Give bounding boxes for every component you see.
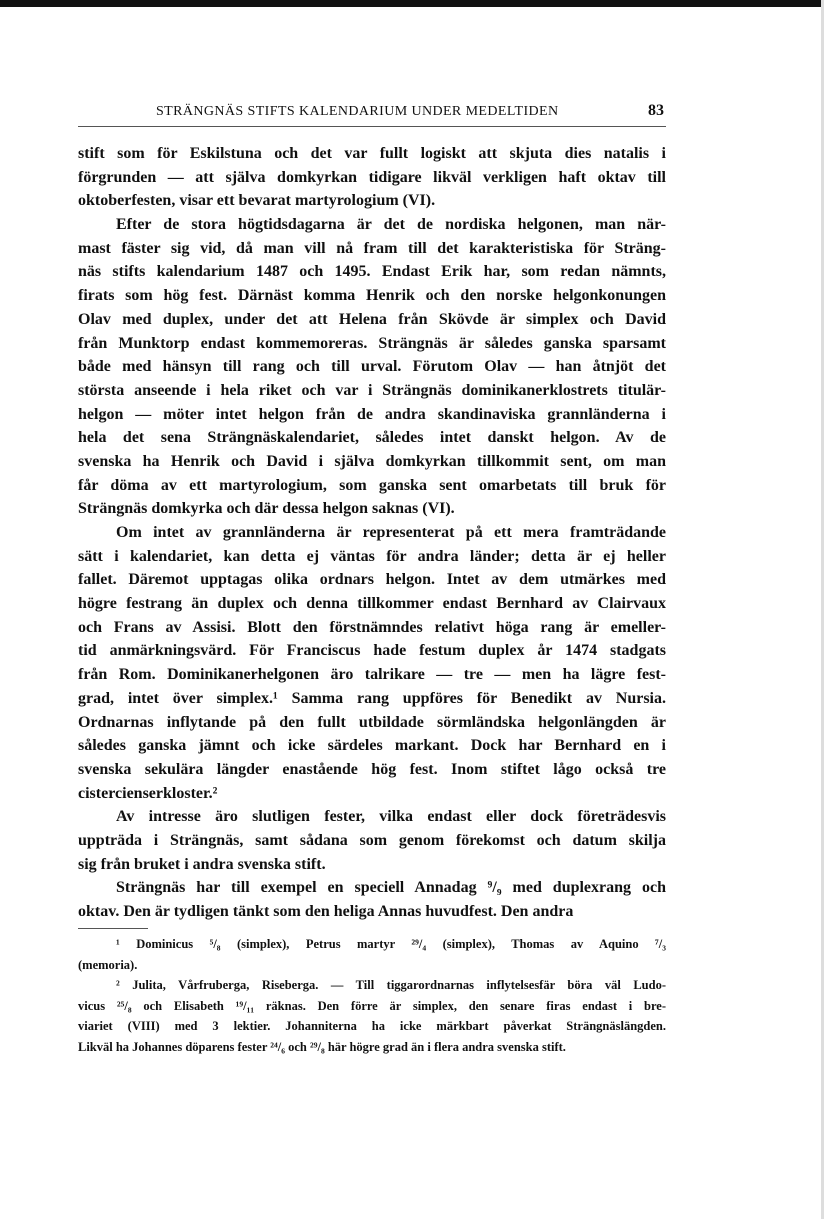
text-line: oktoberfesten, visar ett bevarat martyrologium (VI). (78, 192, 436, 210)
footnote-line: (memoria). (78, 957, 138, 972)
footnote-line: Likväl ha Johannes döparens fester ²⁴/₆ och ²⁹/₈ här högre grad än i flera andra svenska stift. (78, 1039, 566, 1054)
footnote-line: ¹ Dominicus ⁵/₈ (simplex), Petrus martyr ²⁹/₄ (simplex), Thomas av Aquino ⁷/₃ (116, 937, 666, 951)
text-line: Efter de stora högtidsdagarna är det de nordiska helgonen, man när- (116, 216, 666, 234)
text-line: svenska sekulära längder enastående hög fest. Inom stiftet lågo också tre (78, 760, 666, 778)
scan-top-edge (0, 0, 824, 7)
text-line: uppträda i Strängnäs, samt sådana som genom förekomst och datum skilja (78, 831, 666, 849)
text-line: fallet. Däremot upptagas olika ordnars helgon. Intet av dem utmärkes med (78, 571, 666, 589)
text-line: således ganska jämnt och icke särdeles markant. Dock har Bernhard en i (78, 737, 666, 755)
running-header (78, 102, 666, 127)
text-line: Om intet av grannländerna är representerat på ett mera framträdande (116, 524, 666, 541)
text-line: högre festrang än duplex och denna tillkommer endast Bernhard av Clairvaux (78, 595, 666, 613)
footnotes (78, 934, 666, 1057)
body-text (78, 142, 666, 924)
text-line: helgon — möter intet helgon från de andra skandinaviska grannländerna i (78, 405, 666, 423)
text-line: Olav med duplex, under det att Helena från Skövde är simplex och David (78, 310, 666, 328)
text-line: sätt i kalendariet, kan detta ej väntas för andra länder; detta är ej heller (78, 547, 666, 565)
text-line: hela det sena Strängnäskalendariet, således intet danskt helgon. Av de (78, 429, 666, 447)
text-line: grad, intet över simplex.¹ Samma rang uppföres för Benedikt av Nursia. (78, 689, 666, 707)
text-line: både med hänsyn till rang och till urval. Förutom Olav — han åtnjöt det (78, 358, 666, 376)
text-line: förgrunden — att själva domkyrkan tidigare likväl verkligen haft oktav till (78, 168, 666, 186)
text-line: får döma av ett martyrologium, som ganska sent omarbetats till bruk för (78, 476, 666, 494)
footnote-line: vicus ²⁵/₈ och Elisabeth ¹⁹/₁₁ räknas. Den förre är simplex, den senare firas endast i bre- (78, 998, 666, 1013)
page-number: 83 (648, 102, 664, 119)
footnote-line: viariet (VIII) med 3 lektier. Johanniterna ha icke märkbart påverkat Strängnäslängden. (78, 1019, 666, 1033)
text-line: och Frans av Assisi. Blott den förstnämndes relativt höga rang är emeller- (78, 618, 666, 636)
running-title: STRÄNGNÄS STIFTS KALENDARIUM UNDER MEDELTIDEN (156, 104, 559, 119)
text-line: Ordnarnas inflytande på den fullt utbildade sörmländska helgonlängden är (78, 713, 666, 731)
text-line: stift som för Eskilstuna och det var fullt logiskt att skjuta dies natalis i (78, 145, 666, 162)
footnote-rule (78, 928, 148, 929)
footnote-line: ² Julita, Vårfruberga, Riseberga. — Till tiggarordnarnas inflytelsesfär böra väl Ludo- (116, 978, 666, 992)
text-line: mast fäster sig vid, då man vill nå fram till det karakteristiska för Sträng- (78, 239, 666, 257)
text-line: Av intresse äro slutligen fester, vilka endast eller dock företrädesvis (116, 808, 666, 826)
text-line: Strängnäs har till exempel en speciell Annadag ⁹/₉ med duplexrang och (116, 879, 666, 897)
text-line: sig från bruket i andra svenska stift. (78, 855, 326, 873)
text-line: tid anmärkningsvärd. För Franciscus hade festum duplex år 1474 stadgats (78, 642, 666, 660)
text-line: största anseende i hela riket och var i Strängnäs dominikanerklostrets titulär- (78, 381, 666, 399)
text-line: från Rom. Dominikanerhelgonen äro talrikare — tre — men ha lägre fest- (78, 666, 666, 684)
text-line: svenska ha Henrik och David i själva domkyrkan tillkommit sent, om man (78, 452, 666, 470)
text-line: Strängnäs domkyrka och där dessa helgon saknas (VI). (78, 500, 455, 518)
text-line: näs stifts kalendarium 1487 och 1495. Endast Erik har, som redan nämnts, (78, 263, 666, 281)
text-line: cistercienserkloster.² (78, 784, 218, 802)
text-line: firats som hög fest. Därnäst komma Henrik och den norske helgonkonungen (78, 287, 666, 305)
text-line: oktav. Den är tydligen tänkt som den heliga Annas huvudfest. Den andra (78, 903, 574, 920)
text-line: från Munktorp endast kommemoreras. Strängnäs är således ganska sparsamt (78, 334, 666, 352)
